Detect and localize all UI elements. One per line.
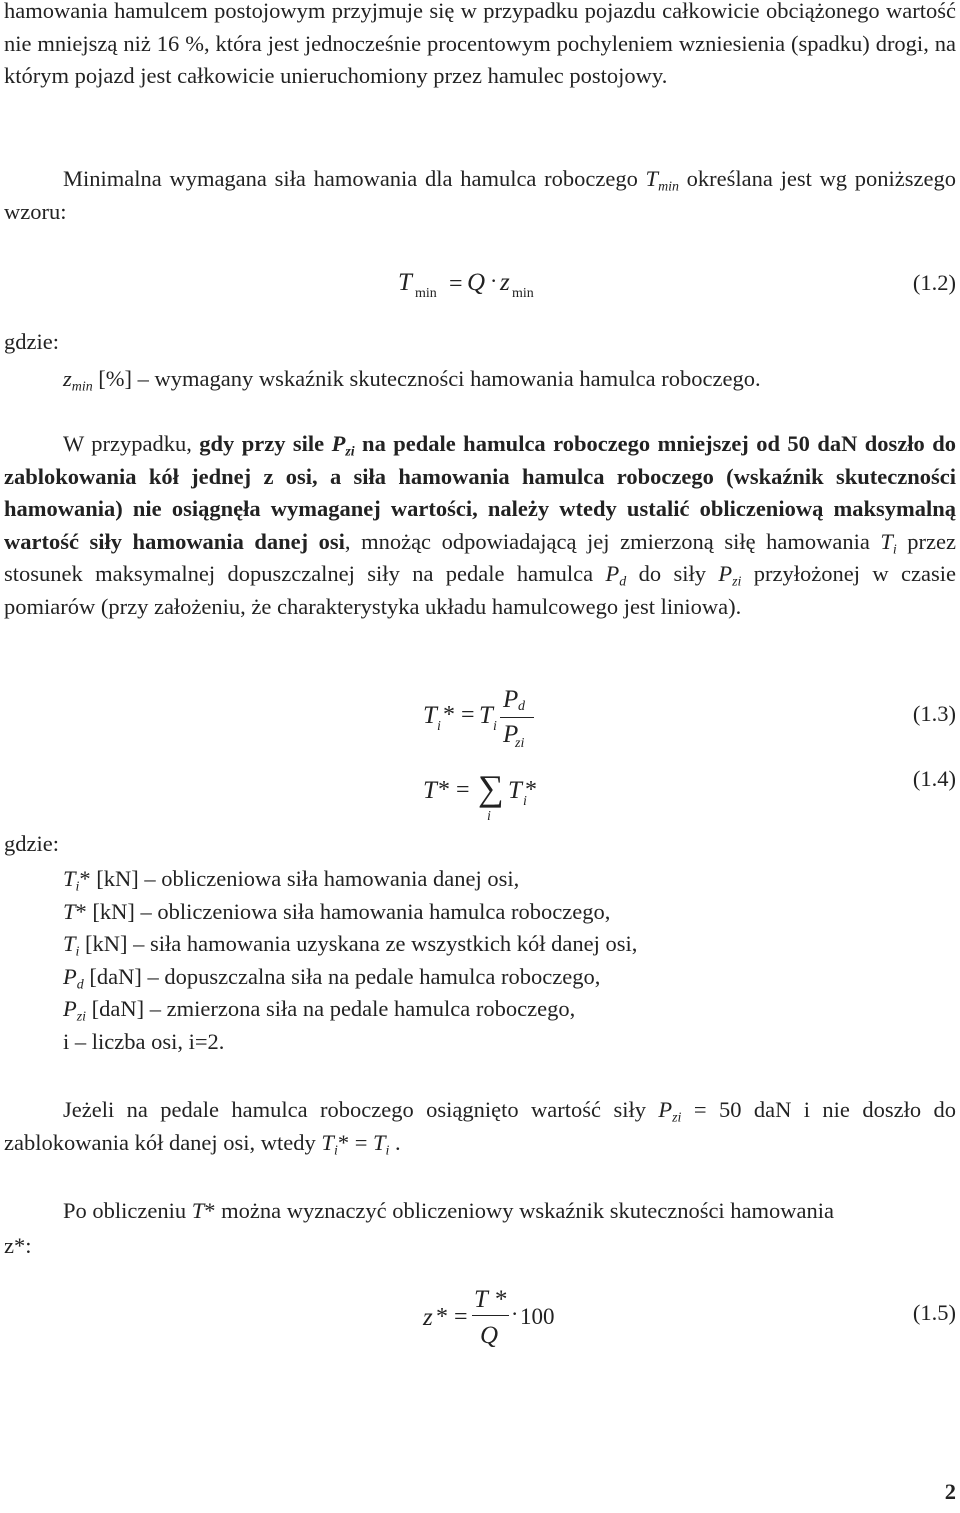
paragraph-no-blocking-case: Jeżeli na pedale hamulca roboczego osiągnięto wartość siły $P_{zi} = 50$ daN i nie doszło do zablokowania kół danej osi, wtedy $T_i* = T_i$ .: [4, 1097, 956, 1158]
equation-number-1-3: (1.3): [912, 701, 956, 726]
definition-item: i – liczba osi, i=2.: [63, 1029, 225, 1054]
zstar-label: z*:: [4, 1233, 32, 1258]
fraction-bar-1-3: [500, 717, 534, 718]
page-number: 2: [944, 1479, 956, 1504]
document-page: hamowania hamulcem postojowym przyjmuje się w przypadku pojazdu całkowicie obciążonego wartość nie mniejszą niż 16 %, która jest jednocześnie procentowym pochyleniem wzniesienia (spadku) drogi, na którym pojazd jest całkowicie unieruchomiony przez hamulec postojowy. Minimalna wymagana siła hamowania dla hamulca roboczego $T_{min}$ określana jest wg poniższego wzoru: T min = Q · z min (1.2) gdzie: $z_{min}$ [%] – wymagany wskaźnik skuteczności hamowania hamulca roboczego. W przypadku, gdy przy sile $P_{zi}$ na pedale hamulca roboczego mniejszej od 50 daN doszło do zablokowania kół jednej z osi, a siła hamowania hamulca roboczego (wskaźnik skuteczności hamowania) nie osiągnęła wymaganej wartości, należy wtedy ustalić obliczeniową maksymalną wartość siły hamowania danej osi, mnożąc odpowiadającą jej zmierzoną siłę hamowania $T_i$ przez stosunek maksymalnej dopuszczalnej siły na pedale hamulca $P_d$ do siły $P_{zi}$ przyłożonej w czasie pomiarów (przy założeniu, że charakterystyka układu hamulcowego jest liniowa). T i * = T i P d P zi (1.3) T * = ∑ i T i * (1.4) gdzie: $T_i*$ [kN] – obliczeniowa siła hamowania danej osi, T* [kN] – obliczeniowa siła hamowania hamulca roboczego, $T_i$ [kN] – siła hamowania uzyskana ze wszystkich kół danej osi, $P_d$ [daN] – dopuszczalna siła na pedale hamulca roboczego, $P_{zi}$ [daN] – zmierzona siła na pedale hamulca roboczego, i – liczba osi, i=2. Jeżeli na pedale hamulca roboczego osiągnięto wartość siły $P_{zi} = 50$ daN i nie doszło do zablokowania kół danej osi, wtedy $T_i* = T_i$ . Po obliczeniu T* można wyznaczyć obliczeniowy wskaźnik skuteczności hamowania z*: z * = T * Q · 100 (1.5) 2: [0, 0, 960, 1513]
paragraph-intro: hamowania hamulcem postojowym przyjmuje się w przypadku pojazdu całkowicie obciążonego wartość nie mniejszą niż 16 %, która jest jednocześnie procentowym pochyleniem wzniesienia (spadku) drogi, na którym pojazd jest całkowicie unieruchomiony przez hamulec postojowy.: [4, 0, 956, 88]
gdzie-label-2: gdzie:: [4, 831, 59, 856]
definition-zmin: $z_{min}$ [%] – wymagany wskaźnik skuteczności hamowania hamulca roboczego.: [63, 366, 761, 395]
equation-number-1-2: (1.2): [912, 270, 956, 295]
definition-item: $P_d$ [daN] – dopuszczalna siła na pedale hamulca roboczego,: [63, 964, 601, 993]
paragraph-blocking-case: W przypadku, gdy przy sile $P_{zi}$ na pedale hamulca roboczego mniejszej od 50 daN doszło do zablokowania kół jednej z osi, a siła hamowania hamulca roboczego (wskaźnik skuteczności hamowania) nie osiągnęła wymaganej wartości, należy wtedy ustalić obliczeniową maksymalną wartość siły hamowania danej osi, mnożąc odpowiadającą jej zmierzoną siłę hamowania $T_i$ przez stosunek maksymalnej dopuszczalnej siły na pedale hamulca $P_d$ do siły $P_{zi}$ przyłożonej w czasie pomiarów (przy założeniu, że charakterystyka układu hamulcowego jest liniowa).: [4, 431, 956, 619]
equation-number-1-5: (1.5): [912, 1300, 956, 1325]
equation-number-1-4: (1.4): [912, 766, 956, 791]
paragraph-tmin-definition: Minimalna wymagana siła hamowania dla hamulca roboczego $T_{min}$ określana jest wg poniższego wzoru:: [4, 166, 956, 224]
paragraph-zstar-intro: Po obliczeniu T* można wyznaczyć obliczeniowy wskaźnik skuteczności hamowania: [63, 1198, 835, 1223]
gdzie-label-1: gdzie:: [4, 329, 59, 354]
definition-item: T* [kN] – obliczeniowa siła hamowania hamulca roboczego,: [63, 899, 611, 924]
definition-item: $P_{zi}$ [daN] – zmierzona siła na pedale hamulca roboczego,: [63, 996, 576, 1025]
definition-item: $T_i*$ [kN] – obliczeniowa siła hamowania danej osi,: [63, 866, 520, 895]
definition-item: $T_i$ [kN] – siła hamowania uzyskana ze wszystkich kół danej osi,: [63, 931, 638, 960]
fraction-bar-1-5: [472, 1315, 509, 1316]
